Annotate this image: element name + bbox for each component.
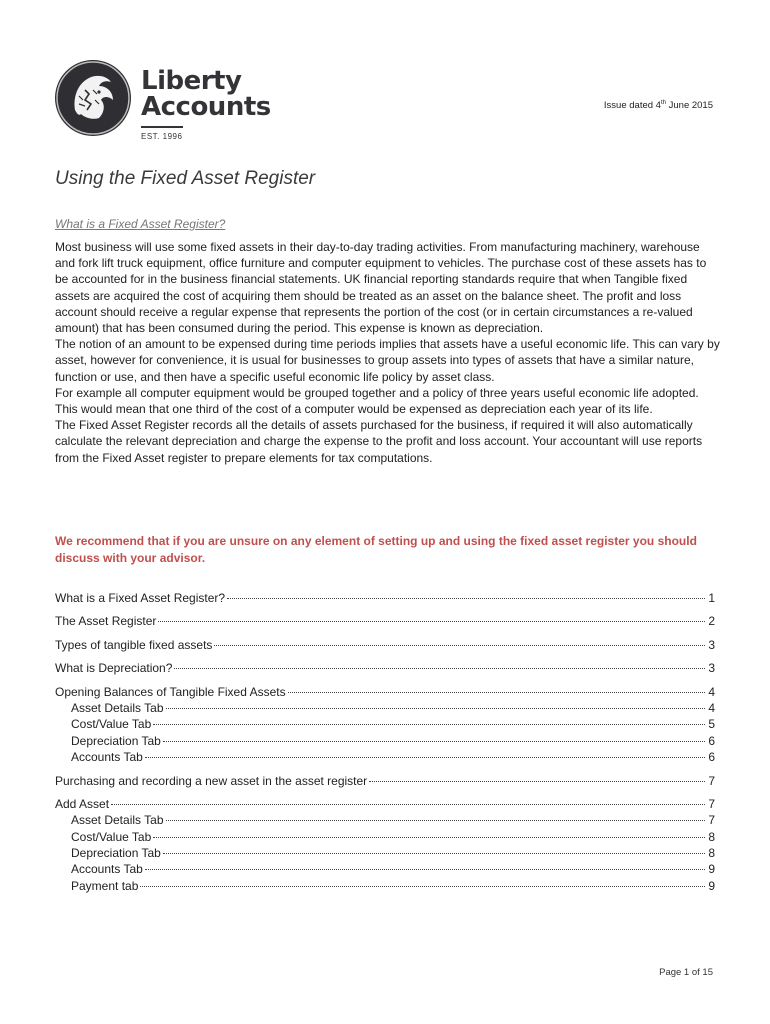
- toc-leader-dots: [227, 598, 705, 599]
- issue-date-suffix: June 2015: [665, 100, 713, 112]
- toc-leader-dots: [369, 781, 705, 782]
- toc-entry-page: 5: [708, 717, 715, 732]
- paragraph: For example all computer equipment would be grouped together and a policy of three years useful economic life adopted. This would mean that one third of the cost of a computer would be expensed as depreciation each year of its life.: [55, 385, 699, 417]
- toc-entry[interactable]: [55, 733, 715, 749]
- toc-entry-label: Add Asset: [55, 796, 110, 811]
- toc-entry[interactable]: [55, 684, 715, 700]
- toc-leader-dots: [214, 645, 705, 646]
- toc-leader-dots: [111, 804, 705, 805]
- toc-entry-page: 7: [708, 773, 715, 788]
- toc-leader-dots: [153, 724, 705, 725]
- toc-entry[interactable]: [55, 845, 715, 861]
- recommendation-note: We recommend that if you are unsure on any element of setting up and using the fixed asset register you should discuss with your advisor.: [55, 534, 697, 565]
- toc-entry[interactable]: [55, 878, 715, 894]
- toc-entry-page: 9: [708, 862, 715, 877]
- toc-entry-page: 6: [708, 750, 715, 765]
- toc-entry-page: 8: [708, 846, 715, 861]
- issue-date-sup: th: [660, 100, 666, 106]
- toc-entry[interactable]: [55, 700, 715, 716]
- toc-entry-page: 7: [708, 796, 715, 811]
- company-logo: [55, 60, 275, 150]
- toc-entry-page: 6: [708, 733, 715, 748]
- toc-leader-dots: [163, 741, 705, 742]
- toc-entry-label: Accounts Tab: [71, 750, 143, 765]
- toc-leader-dots: [288, 692, 705, 693]
- paragraph: Most business will use some fixed assets in their day-to-day trading activities. From manufacturing machinery, warehouse and fork lift truck equipment, office furniture and computer equipment to vehicles. The purchase cost of these assets has to be accounted for in the business financial statements. UK financial reporting standards require that when Tangible fixed assets are acquired the cost of acquiring them should be treated as an asset on the balance sheet. The profit and loss account should receive a regular expense that represents the portion of the cost (or in certain circumstances a re-valued amount) that has been consumed during the period. This expense is known as depreciation.: [55, 240, 707, 336]
- toc-entry[interactable]: [55, 660, 715, 676]
- section-subtitle: What is a Fixed Asset Register?: [55, 217, 226, 231]
- toc-entry-page: 2: [708, 614, 715, 629]
- toc-entry-label: Types of tangible fixed assets: [55, 637, 213, 652]
- toc-entry-label: Opening Balances of Tangible Fixed Assets: [55, 684, 286, 699]
- toc-entry-page: 1: [708, 591, 715, 605]
- toc-leader-dots: [145, 869, 705, 870]
- toc-entry-label: Cost/Value Tab: [71, 829, 152, 844]
- toc-leader-dots: [140, 886, 705, 887]
- logo-text-line2: Accounts: [141, 92, 271, 122]
- page-number: Page 1 of 15: [659, 967, 713, 978]
- toc-entry-page: 7: [708, 813, 715, 828]
- toc-entry[interactable]: [55, 861, 715, 877]
- toc-entry-label: Depreciation Tab: [71, 846, 161, 861]
- table-of-contents: [55, 590, 715, 894]
- paragraph: The notion of an amount to be expensed during time periods implies that assets have a useful economic life. This can vary by asset, however for convenience, it is usual for businesses to group assets into types of assets that have a similar nature, function or use, and then have a specific useful economic life policy by asset class.: [55, 337, 720, 384]
- toc-leader-dots: [166, 820, 706, 821]
- toc-entry-label: What is a Fixed Asset Register?: [55, 591, 226, 605]
- toc-entry-page: 8: [708, 829, 715, 844]
- toc-entry-page: 9: [708, 878, 715, 893]
- page-title: Using the Fixed Asset Register: [55, 168, 316, 189]
- toc-entry-label: What is Depreciation?: [55, 661, 173, 676]
- logo-text-line1: Liberty: [141, 66, 242, 96]
- toc-entry-label: Payment tab: [71, 878, 139, 893]
- lion-logo-icon: [55, 60, 131, 136]
- issue-date: [604, 100, 713, 111]
- toc-entry[interactable]: [55, 637, 715, 653]
- toc-entry-label: Depreciation Tab: [71, 733, 161, 748]
- toc-entry[interactable]: [55, 613, 715, 629]
- toc-entry-label: Asset Details Tab: [71, 813, 164, 828]
- toc-entry[interactable]: [55, 829, 715, 845]
- toc-entry-label: Purchasing and recording a new asset in the asset register: [55, 773, 368, 788]
- toc-entry-page: 3: [708, 661, 715, 676]
- toc-entry-label: Accounts Tab: [71, 862, 143, 877]
- logo-divider: [141, 126, 183, 128]
- toc-leader-dots: [153, 837, 705, 838]
- toc-entry-page: 4: [708, 700, 715, 715]
- toc-entry[interactable]: [55, 590, 715, 606]
- toc-leader-dots: [158, 621, 705, 622]
- body-text: [55, 239, 720, 466]
- toc-leader-dots: [174, 668, 705, 669]
- toc-entry-page: 3: [708, 637, 715, 652]
- toc-entry[interactable]: [55, 716, 715, 732]
- logo-established: EST. 1996: [141, 132, 183, 141]
- issue-date-prefix: Issue dated 4: [603, 100, 661, 112]
- paragraph: The Fixed Asset Register records all the details of assets purchased for the business, if required it will also automatically calculate the relevant depreciation and charge the expense to the profit and loss account. Your accountant will use reports from the Fixed Asset register to prepare elements for tax computations.: [55, 418, 703, 465]
- toc-entry-label: Asset Details Tab: [71, 700, 164, 715]
- toc-entry[interactable]: [55, 796, 715, 812]
- toc-leader-dots: [145, 757, 705, 758]
- toc-entry[interactable]: [55, 812, 715, 828]
- toc-entry-page: 4: [708, 684, 715, 699]
- toc-entry-label: The Asset Register: [55, 614, 157, 629]
- toc-entry[interactable]: [55, 749, 715, 765]
- toc-leader-dots: [166, 708, 706, 709]
- toc-entry[interactable]: [55, 773, 715, 789]
- toc-leader-dots: [163, 853, 705, 854]
- toc-entry-label: Cost/Value Tab: [71, 717, 152, 732]
